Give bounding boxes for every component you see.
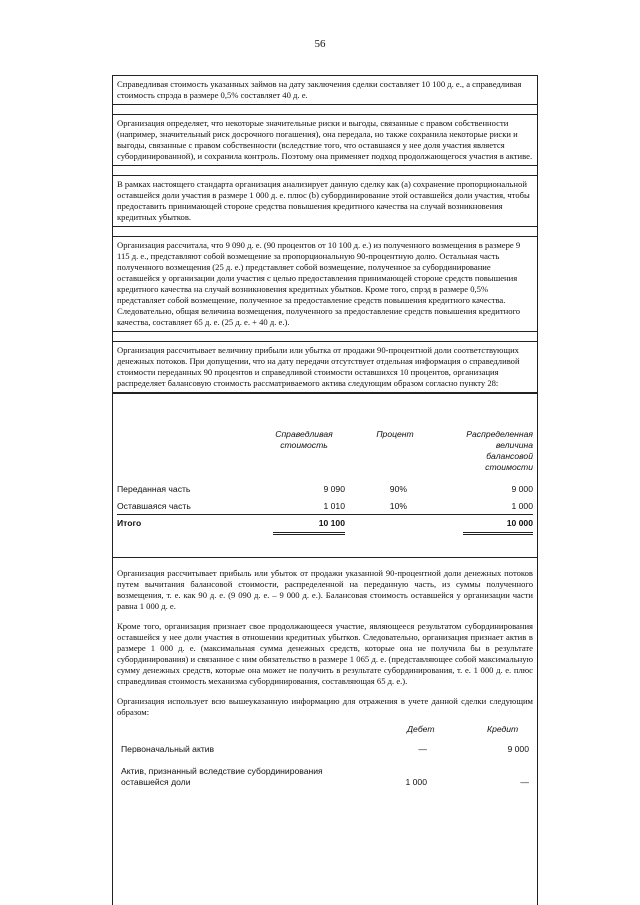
entry-debit-subordination-asset: 1 000	[405, 777, 427, 787]
double-rule-fv-1	[273, 532, 345, 533]
double-rule-alloc-1	[463, 532, 533, 533]
document-body	[112, 75, 538, 905]
fair-value-retained: 1 010	[323, 501, 345, 511]
credit-header: Кредит	[487, 724, 519, 734]
journal-entries	[117, 724, 533, 804]
row-label-total: Итого	[117, 518, 142, 528]
double-rule-fv-2	[273, 534, 345, 535]
percent-transferred: 90%	[389, 484, 407, 494]
entry-debit-initial-asset: —	[418, 744, 427, 754]
double-rule-alloc-2	[463, 534, 533, 535]
entry-credit-subordination-asset: —	[520, 777, 529, 787]
header-fair-value: Справедливая стоимость	[275, 429, 333, 450]
row-label-transferred: Переданная часть	[117, 484, 191, 494]
paragraph-gain-loss: Организация рассчитывает прибыль или убыток от продажи указанной 90-процентной доли денежных потоков путем вычитания балансовой стоимости, распределенной на переданную часть, из суммы полученного возмещения, т. е. как 90 д. е. (9 090 д. е. – 9 000 д. е.). Балансовая стоимость оставшейся у организации части равна 1 000 д. е.	[117, 568, 533, 611]
total-rule	[117, 514, 533, 515]
entry-label-subordination-asset: Актив, признанный вследствие субординирования оставшейся доли	[121, 766, 323, 787]
debit-header: Дебет	[407, 724, 435, 734]
fair-value-total: 10 100	[318, 518, 345, 528]
paragraph-entries-intro: Организация использует всю вышеуказанную информацию для отражения в учете данной сделки следующим образом:	[117, 696, 533, 717]
paragraph-allocation-intro: Организация рассчитывает величину прибыли или убытка от продажи 90-процентной доли соответствующих денежных потоков. При допущении, что на дату передачи отсутствует отдельная информация о справедливой стоимости переданных 90 процентов и справедливой стоимости оставшихся 10 процентов, организация распределяет балансовую стоимость рассматриваемого актива следующим образом согласно пункту 28:	[113, 341, 537, 393]
allocated-total: 10 000	[506, 518, 533, 528]
allocation-table	[113, 393, 537, 558]
fair-value-transferred: 9 090	[323, 484, 345, 494]
page-number: 56	[314, 38, 326, 50]
paragraph-continuing-involvement: Организация определяет, что некоторые значительные риски и выгоды, связанные с правом собственности (например, значительный риск досрочного погашения), она передала, но также сохранила некоторые риски и выгоды, связанные с правом собственности (вследствие того, что оставшаяся у нее доля участия является субординированной), и сохранила контроль. Поэтому она применяет подход продолжающегося участия в активе.	[113, 114, 537, 166]
percent-retained: 10%	[389, 501, 407, 511]
row-label-retained: Оставшаяся часть	[117, 501, 191, 511]
lower-section	[113, 558, 537, 804]
header-allocated: Распределенная величина балансовой стоимости	[466, 429, 533, 472]
entry-credit-initial-asset: 9 000	[507, 744, 529, 754]
paragraph-analysis: В рамках настоящего стандарта организация анализирует данную сделку как (а) сохранение пропорциональной оставшейся доли участия в размере 1 000 д. е. плюс (b) субординирование этой оставшейся доли участия, чтобы предоставить принимающей стороне средства повышения кредитного качества на случай возникновения кредитных убытков.	[113, 175, 537, 227]
paragraph-recognition: Кроме того, организация признает свое продолжающееся участие, являющееся результатом субординирования оставшейся у нее доли участия в отношении кредитных убытков. Следовательно, организация признает актив в размере 1 000 д. е. (максимальная сумма денежных средств, которые она не получила бы в результате субординирования) и связанное с ним обязательство в размере 1 065 д. е. (представляющее собой максимальную сумму денежных средств, которые она может не получить в результате субординирования, т. е. 1 000 д. е. плюс справедливая стоимость механизма субординирования, составляющая 65 д. е.).	[117, 621, 533, 686]
paragraph-consideration: Организация рассчитала, что 9 090 д. е. (90 процентов от 10 100 д. е.) из полученного возмещения в размере 9 115 д. е., представляют собой возмещение за пропорциональную 90-процентную долю. Остальная часть полученного возмещения (25 д. е.) представляет собой возмещение, полученное за субординирование оставшейся у организации доли участия с целью предоставления принимающей стороне средств повышения кредитного качества на случай возникновения кредитных убытков. Кроме того, спрэд в размере 0,5% представляет собой возмещение, полученное за предоставление средств повышения кредитного качества. Следовательно, общая величина возмещения, полученного за предоставление средств повышения кредитного качества, составляет 65 д. е. (25 д. е. + 40 д. е.).	[113, 236, 537, 332]
allocated-transferred: 9 000	[511, 484, 533, 494]
header-percent: Процент	[376, 429, 414, 439]
paragraph-fair-value: Справедливая стоимость указанных займов на дату заключения сделки составляет 10 100 д. е., а справедливая стоимость спрэда в размере 0,5% составляет 40 д. е.	[113, 75, 537, 105]
allocated-retained: 1 000	[511, 501, 533, 511]
entry-label-initial-asset: Первоначальный актив	[121, 744, 215, 754]
